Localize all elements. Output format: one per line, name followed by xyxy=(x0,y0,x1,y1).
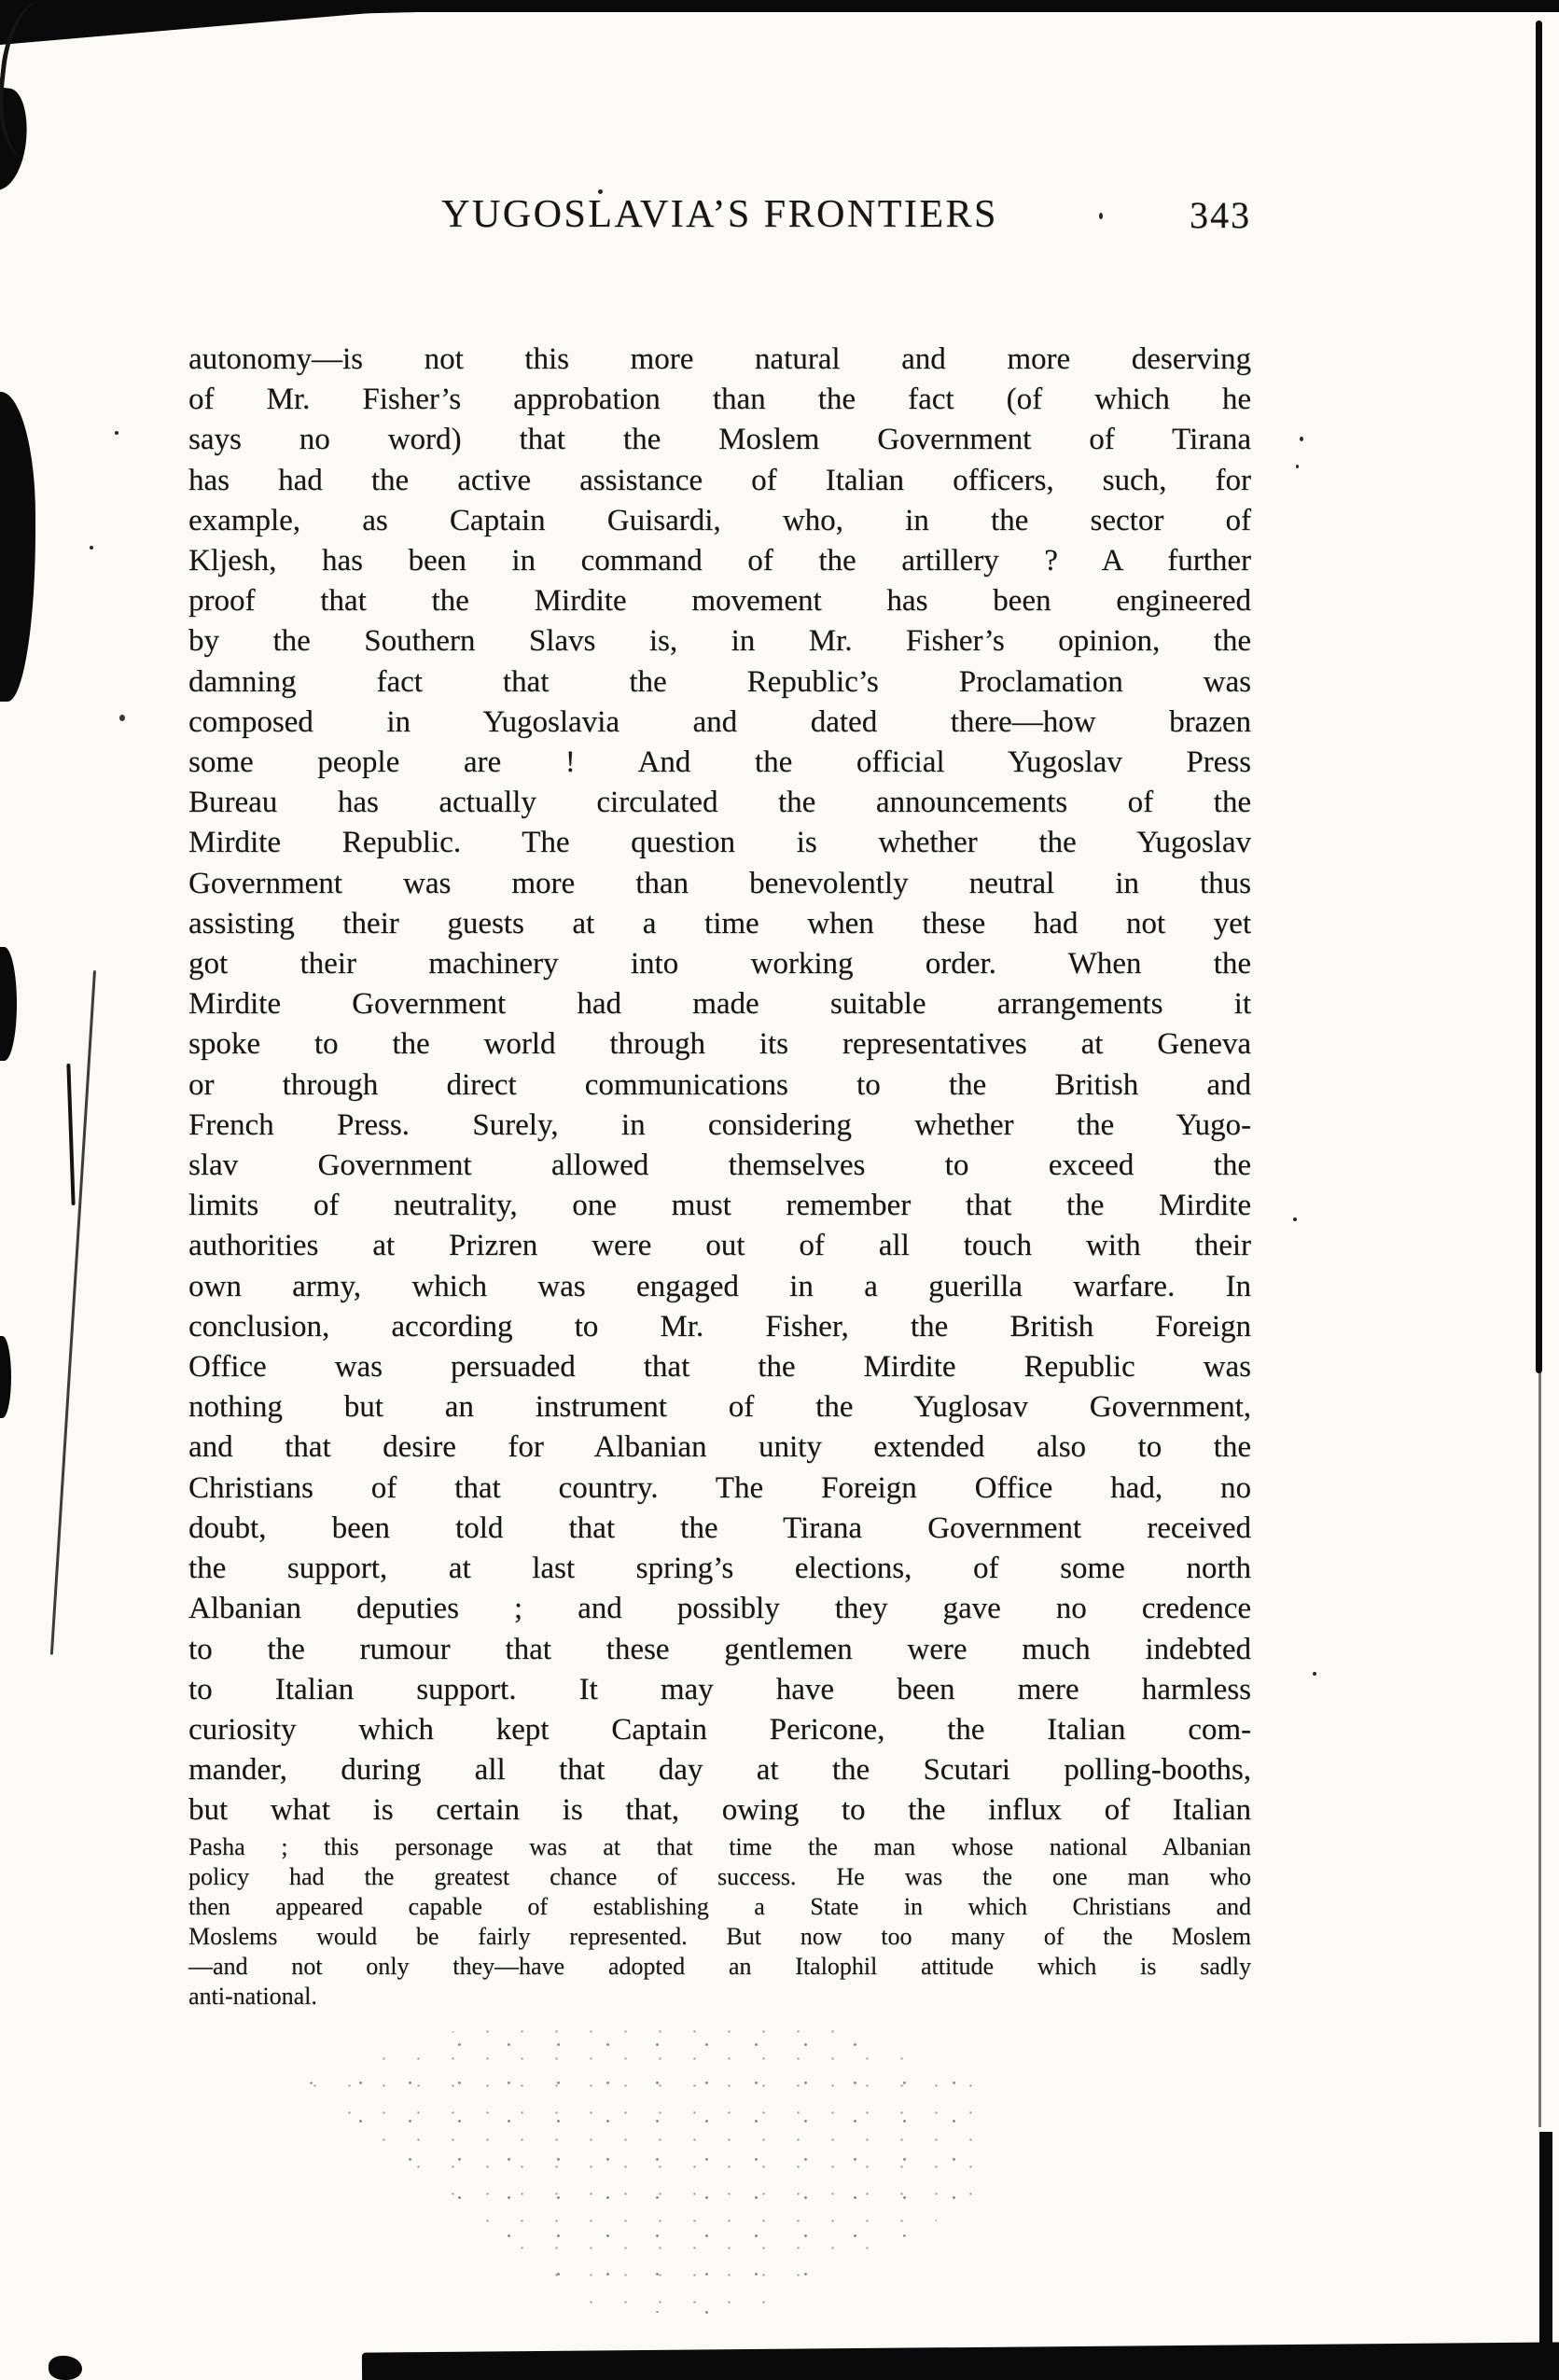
footnote-line: Pasha ; this personage was at that time the man whose national Albanian xyxy=(188,1833,1251,1860)
body-text-line: proof that the Mirdite movement has been engineered xyxy=(188,584,1251,619)
footnote-line: anti-national. xyxy=(188,1983,317,2010)
body-text-line: curiosity which kept Captain Pericone, the Italian com- xyxy=(188,1712,1251,1747)
scan-speck xyxy=(1296,465,1299,468)
page-header xyxy=(188,194,1251,250)
body-text-line: of Mr. Fisher’s approbation than the fact (of which he xyxy=(188,383,1251,417)
body-text-line: slav Government allowed themselves to exceed the xyxy=(188,1148,1251,1183)
scan-artifact-hair-scratch xyxy=(50,970,96,1655)
scan-artifact-top-left-wedge-2 xyxy=(0,0,914,22)
body-text-line: nothing but an instrument of the Yuglosav Government, xyxy=(188,1390,1251,1425)
body-text-line: autonomy—is not this more natural and more deserving xyxy=(188,342,1251,376)
body-text-line: Office was persuaded that the Mirdite Republic was xyxy=(188,1350,1251,1385)
body-text-line: Mirdite Republic. The question is whether the Yugoslav xyxy=(188,826,1251,860)
footnote-line: policy had the greatest chance of success. He was the one man who xyxy=(188,1863,1251,1890)
body-text-line: to Italian support. It may have been mere harmless xyxy=(188,1672,1251,1706)
scan-artifact-right-edge-line-faint xyxy=(1538,1371,1541,2127)
body-text-line: spoke to the world through its representatives at Geneva xyxy=(188,1027,1251,1062)
body-text-line: has had the active assistance of Italian officers, such, for xyxy=(188,463,1251,497)
scan-speck xyxy=(115,431,118,435)
body-text-line: to the rumour that these gentlemen were much indebted xyxy=(188,1632,1251,1666)
page-number: 343 xyxy=(1190,194,1251,236)
scan-artifact-left-short-line xyxy=(66,1064,75,1205)
body-text-line: example, as Captain Guisardi, who, in the sector of xyxy=(188,503,1251,537)
body-text xyxy=(188,340,1251,1831)
body-text-line: damning fact that the Republic’s Proclamation was xyxy=(188,664,1251,699)
body-text-line: Mirdite Government had made suitable arrangements it xyxy=(188,987,1251,1022)
body-text-line: doubt, been told that the Tirana Government received xyxy=(188,1510,1251,1545)
body-text-line: but what is certain is that, owing to the influx of Italian xyxy=(188,1793,1251,1828)
scan-speck xyxy=(1313,1672,1316,1676)
scan-artifact-left-blob-4 xyxy=(0,1336,11,1418)
body-text-line: the support, at last spring’s elections, of some north xyxy=(188,1552,1251,1586)
body-text-line: French Press. Surely, in considering whether the Yugo- xyxy=(188,1107,1251,1142)
body-text-line: Bureau has actually circulated the announcements of the xyxy=(188,786,1251,820)
scan-speck xyxy=(90,546,93,550)
scan-speck xyxy=(1300,437,1303,441)
footnote-line: then appeared capable of establishing a State in which Christians and xyxy=(188,1893,1251,1920)
footnote-line: —and not only they—have adopted an Italophil attitude which is sadly xyxy=(188,1953,1251,1980)
body-text-line: Christians of that country. The Foreign Office had, no xyxy=(188,1470,1251,1505)
body-text-line: composed in Yugoslavia and dated there—how brazen xyxy=(188,704,1251,739)
scan-artifact-right-edge-line xyxy=(1536,21,1542,1373)
body-text-line: Kljesh, has been in command of the artillery ? A further xyxy=(188,544,1251,578)
scan-artifact-bottom-band xyxy=(362,2342,1559,2380)
scan-artifact-left-blob-2 xyxy=(0,392,35,702)
body-text-line: assisting their guests at a time when these had not yet xyxy=(188,906,1251,940)
body-text-line: limits of neutrality, one must remember that the Mirdite xyxy=(188,1189,1251,1223)
scan-artifact-left-blob-3 xyxy=(0,947,17,1061)
body-text-line: own army, which was engaged in a guerilla warfare. In xyxy=(188,1269,1251,1303)
body-text-line: some people are ! And the official Yugoslav Press xyxy=(188,745,1251,780)
body-text-line: authorities at Prizren were out of all touch with their xyxy=(188,1229,1251,1263)
body-text-line: or through direct communications to the British and xyxy=(188,1067,1251,1102)
scan-speck xyxy=(119,715,125,721)
body-text-line: Government was more than benevolently neutral in thus xyxy=(188,866,1251,900)
body-text-line: mander, during all that day at the Scutari polling-booths, xyxy=(188,1753,1251,1788)
scan-speck xyxy=(1293,1218,1297,1221)
footnote-line: Moslems would be fairly represented. But now too many of the Moslem xyxy=(188,1923,1251,1950)
footnote xyxy=(188,1832,1251,2011)
body-text-line: by the Southern Slavs is, in Mr. Fisher’s opinion, the xyxy=(188,624,1251,659)
body-text-line: got their machinery into working order. When the xyxy=(188,947,1251,981)
scan-artifact-bottom-left-mark xyxy=(49,2356,82,2380)
scan-artifact-pencil-speckles xyxy=(280,2015,1008,2323)
running-head-title: YUGOSLAVIA’S FRONTIERS xyxy=(441,193,998,236)
body-text-line: Albanian deputies ; and possibly they gave no credence xyxy=(188,1592,1251,1626)
body-text-line: and that desire for Albanian unity extended also to the xyxy=(188,1430,1251,1465)
body-text-line: conclusion, according to Mr. Fisher, the British Foreign xyxy=(188,1309,1251,1343)
body-text-line: says no word) that the Moslem Government of Tirana xyxy=(188,423,1251,457)
